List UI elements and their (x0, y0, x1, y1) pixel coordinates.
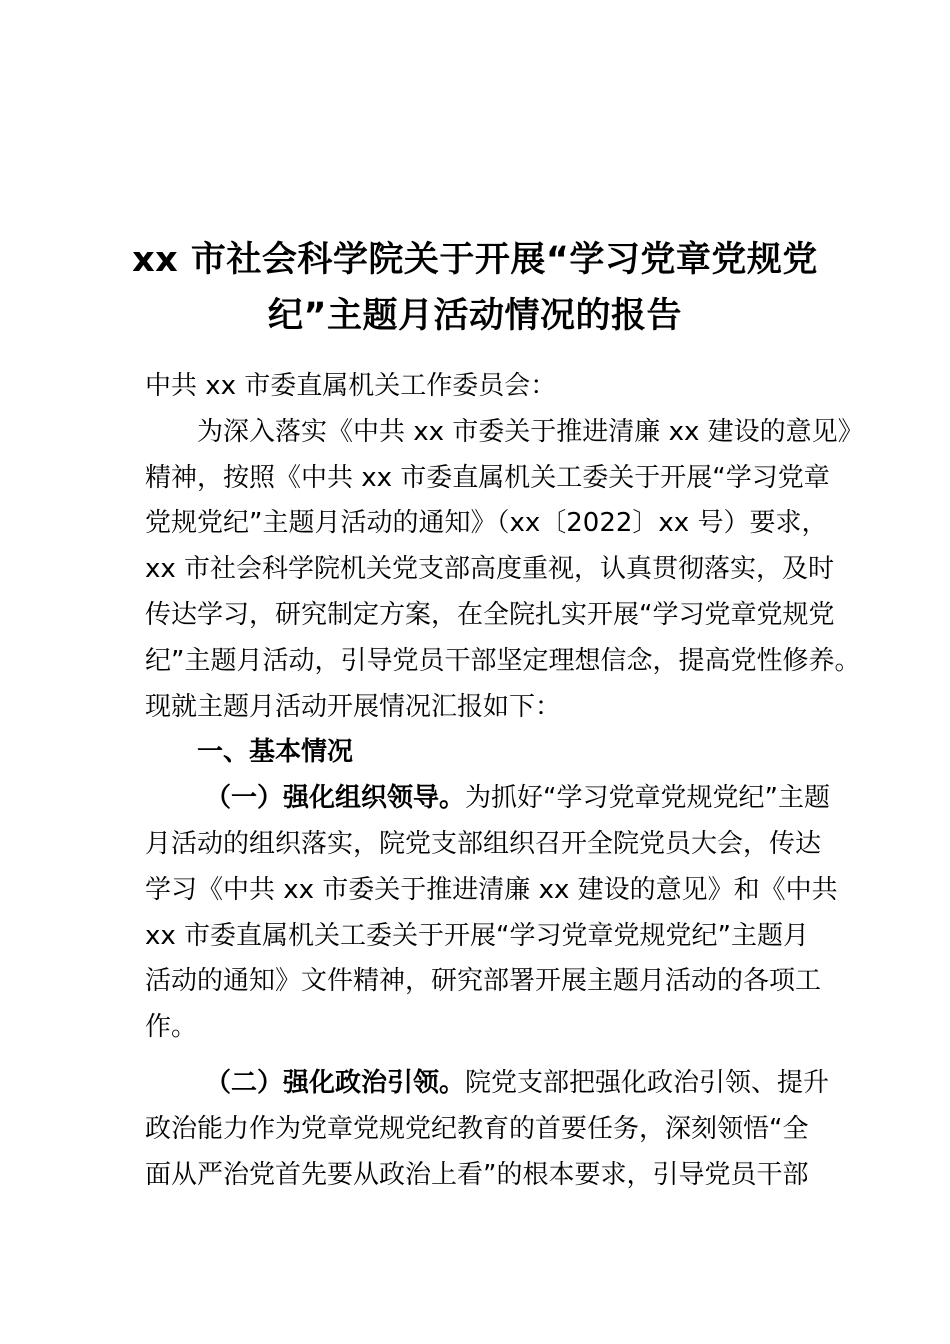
intro-line: 为深入落实《中共 xx 市委关于推进清廉 xx 建设的意见》 (197, 416, 864, 447)
item-1-first-text: 为抓好“学习党章党规党纪”主题 (465, 783, 830, 814)
item-1-paragraph (145, 776, 838, 1051)
item-1-line: 学习《中共 xx 市委关于推进清廉 xx 建设的意见》和《中共 (145, 874, 838, 905)
paragraph-gap (145, 1051, 817, 1061)
intro-line: xx 市社会科学院机关党支部高度重视，认真贯彻落实，及时 (145, 554, 835, 585)
salutation (145, 364, 817, 410)
title-line-2: 纪”主题月活动情况的报告 (267, 296, 682, 336)
intro-line: 精神，按照《中共 xx 市委直属机关工委关于开展“学习党章 (145, 462, 830, 493)
item-2-line: 政治能力作为党章党规党纪教育的首要任务，深刻领悟“全 (145, 1113, 809, 1144)
salutation-text: 中共 xx 市委直属机关工作委员会： (145, 371, 557, 401)
item-2-line: 面从严治党首先要从政治上看”的根本要求，引导党员干部 (145, 1159, 809, 1190)
item-2-first-line (145, 1061, 830, 1107)
item-1-line: 作。 (145, 1012, 198, 1043)
intro-paragraph (145, 410, 864, 731)
item-2-first-text: 院党支部把强化政治引领、提升 (465, 1067, 830, 1098)
item-2-label: （二）强化政治引领。 (205, 1067, 466, 1098)
item-1-line: 活动的通知》文件精神，研究部署开展主题月活动的各项工 (145, 966, 822, 997)
item-1-line: xx 市委直属机关工委关于开展“学习党章党规党纪”主题月 (145, 920, 809, 951)
title-line-1: xx 市社会科学院关于开展“学习党章党规党 (132, 240, 818, 280)
report-title (100, 232, 850, 344)
item-1-line: 月活动的组织落实，院党支部组织召开全院党员大会，传达 (145, 828, 822, 859)
section-heading (145, 730, 817, 776)
intro-line: 传达学习，研究制定方案，在全院扎实开展“学习党章党规党 (145, 599, 835, 630)
intro-line: 纪”主题月活动，引导党员干部坚定理想信念，提高党性修养。 (145, 645, 861, 676)
item-1-label: （一）强化组织领导。 (205, 783, 466, 814)
section-1-heading: 一、基本情况 (197, 737, 354, 768)
item-2-paragraph (145, 1061, 830, 1198)
intro-line: 党规党纪”主题月活动的通知》（xx〔2022〕xx 号）要求， (145, 508, 828, 539)
report-body (145, 364, 864, 1198)
intro-line: 现就主题月活动开展情况汇报如下： (145, 691, 562, 722)
item-1-first-line (145, 776, 830, 822)
